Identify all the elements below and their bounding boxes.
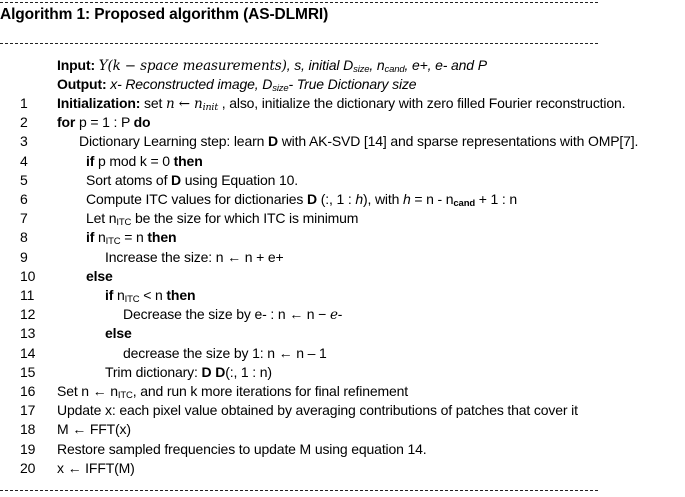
keyword: else: [105, 325, 132, 341]
line-text: ), with: [362, 191, 403, 207]
line-text: Let n: [86, 210, 117, 226]
line-text: n: [113, 287, 125, 303]
line-text: set: [140, 95, 167, 111]
line-text: with AK-SVD [14] and sparse representations with OMP[7].: [277, 133, 639, 149]
bold-symbol: D: [267, 133, 278, 149]
line-number: 18: [20, 421, 36, 437]
italic-var: e-: [329, 307, 343, 323]
line-text: , and run k more iterations for final refinement: [132, 383, 409, 399]
line-number: 13: [20, 325, 36, 341]
line-text: p mod k = 0: [94, 153, 174, 169]
line-number: 6: [20, 191, 28, 207]
italic-var: h: [403, 191, 411, 207]
italic-var: h: [355, 191, 363, 207]
input-sub-size: size: [353, 64, 370, 75]
keyword: if: [105, 287, 114, 303]
algorithm-title: Algorithm 1: Proposed algorithm (AS-DLMRI): [0, 6, 329, 23]
line-number: 9: [20, 249, 28, 265]
line-text: using Equation 10.: [181, 172, 299, 188]
line-number: 5: [20, 172, 28, 188]
bold-symbol: D: [307, 191, 317, 207]
line-number: 17: [20, 402, 36, 418]
line-number: 1: [20, 95, 28, 111]
line-text: Sort atoms of: [86, 172, 172, 188]
output-sub-size: size: [272, 83, 289, 94]
line-number: 3: [20, 133, 28, 149]
keyword: if: [86, 229, 95, 245]
line-number: 19: [20, 441, 36, 457]
line-text: Trim dictionary:: [105, 364, 202, 380]
input-sub-cand: cand: [384, 64, 405, 75]
line-number: 4: [20, 153, 28, 169]
output-label: Output:: [57, 76, 107, 92]
line-number: 15: [20, 364, 36, 380]
line-text: = n - n: [410, 191, 454, 207]
line-text: decrease the size by 1: n ← n – 1: [123, 345, 327, 361]
bold-symbol: D D: [201, 364, 226, 380]
subscript: ITC: [117, 390, 133, 401]
line-number: 7: [20, 210, 28, 226]
line-text: < n: [139, 287, 167, 303]
subscript: ITC: [105, 236, 121, 247]
subscript: cand: [453, 198, 475, 209]
line-text: Update x: each pixel value obtained by averaging contributions of patches that cover it: [57, 402, 578, 418]
line-text: Set n ← n: [57, 383, 118, 399]
bold-symbol: D: [171, 172, 182, 188]
line-text: (:, 1 :: [317, 191, 356, 207]
math-expr: n ← n: [166, 96, 203, 112]
input-text: , n: [369, 57, 385, 73]
bottom-dashed-rule: [0, 490, 598, 491]
line-number: 20: [20, 460, 36, 476]
line-text: (:, 1 : n): [225, 364, 272, 380]
line-text: Increase the size: n ← n + e+: [105, 249, 284, 265]
header-dashed-rule: [0, 43, 598, 44]
line-number: 10: [20, 268, 36, 284]
line-text: , also, initialize the dictionary with zero filled Fourier reconstruction.: [218, 95, 626, 111]
line-text: Restore sampled frequencies to update M using equation 14.: [57, 441, 427, 457]
keyword: if: [86, 153, 95, 169]
line-number: 12: [20, 306, 36, 322]
line-number: 2: [20, 114, 28, 130]
keyword: then: [147, 229, 177, 245]
line-number: 8: [20, 229, 28, 245]
keyword: Initialization:: [57, 95, 141, 111]
keyword: then: [173, 153, 203, 169]
output-text: - True Dictionary size: [288, 76, 417, 92]
top-dashed-rule: [0, 2, 598, 3]
line-text: be the size for which ITC is minimum: [131, 210, 359, 226]
input-label: Input:: [57, 57, 95, 73]
line-text: M ← FFT(x): [57, 421, 131, 437]
line-text: n: [94, 229, 106, 245]
line-text: Dictionary Learning step: learn: [79, 133, 268, 149]
line-number: 11: [20, 287, 35, 303]
line-text: Decrease the size by e- : n ← n −: [123, 306, 330, 322]
line-text: p = 1 : P: [75, 114, 134, 130]
subscript: ITC: [116, 217, 132, 228]
output-text: x- Reconstructed image, D: [106, 76, 273, 92]
input-text: , s, initial D: [286, 57, 354, 73]
line-text: = n: [120, 229, 148, 245]
line-text: + 1 : n: [475, 191, 517, 207]
math-sub: init: [202, 102, 218, 113]
input-text: , e+, e- and P: [404, 57, 487, 73]
subscript: ITC: [124, 294, 140, 305]
line-text: Compute ITC values for dictionaries: [86, 191, 308, 207]
keyword: do: [133, 114, 151, 130]
keyword: for: [57, 114, 76, 130]
line-text: x ← IFFT(M): [57, 460, 135, 476]
keyword: else: [86, 268, 113, 284]
keyword: then: [166, 287, 196, 303]
line-number: 16: [20, 383, 36, 399]
input-math: Y(k − space measurements): [98, 58, 287, 74]
line-number: 14: [20, 345, 36, 361]
